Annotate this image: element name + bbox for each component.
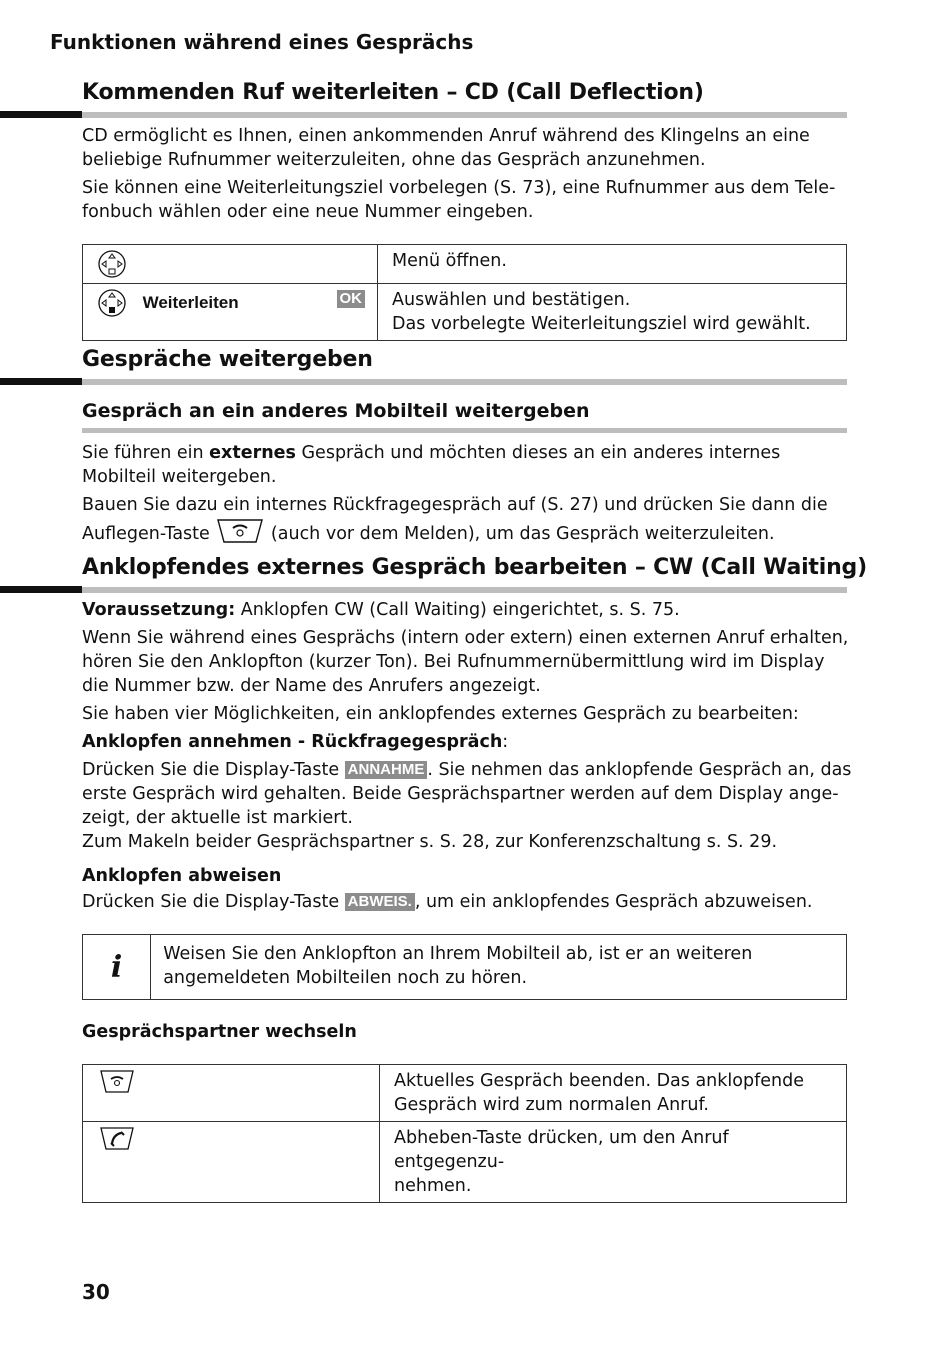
section-rule-black (0, 111, 82, 118)
key-cell (83, 245, 378, 284)
step-description: Menü öffnen. (378, 245, 847, 284)
reject-paragraph: Drücken Sie die Display-Taste ABWEIS. , um ein anklopfendes Gespräch abzuweisen. (82, 892, 813, 912)
accept-heading: Anklopfen annehmen - Rückfragegespräch: (82, 732, 509, 752)
transfer-paragraph-2: Bauen Sie dazu ein internes Rückfragegespräch auf (S. 27) und drücken Sie dann die Auflegen-Taste (auch vor dem Melden), um das Gespräch weiterzuleiten. (82, 495, 828, 544)
abweis-softkey: ABWEIS. (345, 893, 415, 911)
cw-prerequisite: Voraussetzung: Anklopfen CW (Call Waiting) eingerichtet, s. S. 75. (82, 600, 680, 620)
end-call-key-icon (215, 524, 265, 544)
info-note-text: Weisen Sie den Anklopfton an Ihrem Mobilteil ab, ist er an weiteren angemeldeten Mobilteilen noch zu hören. (163, 944, 753, 988)
cd-paragraph-1: CD ermöglicht es Ihnen, einen ankommenden Anruf während des Klingelns an eine beliebige Rufnummer weiterzuleiten, ohne das Gespräch anzunehmen. (82, 126, 810, 170)
page-number: 30 (82, 1280, 110, 1304)
talk-key-icon (99, 1129, 135, 1149)
section-rule-gray (82, 587, 847, 593)
table-row (83, 1065, 847, 1122)
key-cell (83, 284, 378, 341)
control-key-down-icon (97, 293, 133, 313)
cw-paragraph-1: Wenn Sie während eines Gesprächs (intern oder extern) einen externen Anruf erhalten, hören Sie den Anklopfton (kurzer Ton). Bei Rufnummernübermittlung wird im Display die Nummer bzw. der Name des Anrufers angezeigt. (82, 628, 849, 696)
end-call-key-icon (99, 1072, 135, 1092)
section-rule-gray (82, 379, 847, 385)
section-rule-black (0, 586, 82, 593)
accept-paragraph-2: Zum Makeln beider Gesprächspartner s. S. 28, zur Konferenzschaltung s. S. 29. (82, 832, 778, 852)
cd-paragraph-2: Sie können eine Weiterleitungsziel vorbelegen (S. 73), eine Rufnummer aus dem Tele-fonbuch wählen oder eine neue Nummer eingeben. (82, 178, 836, 222)
step-description: Auswählen und bestätigen. Das vorbelegte Weiterleitungsziel wird gewählt. (378, 284, 847, 341)
section-title-transfer: Gespräche weitergeben (82, 347, 373, 372)
switch-steps-table (82, 1064, 847, 1203)
cw-paragraph-2: Sie haben vier Möglichkeiten, ein anklopfendes externes Gespräch zu bearbeiten: (82, 704, 799, 724)
info-icon: i (83, 935, 151, 999)
transfer-paragraphs (82, 441, 852, 546)
annahme-softkey: ANNAHME (345, 761, 428, 779)
switch-partner-heading: Gesprächspartner wechseln (82, 1022, 357, 1042)
cd-steps-table (82, 244, 847, 341)
table-row (83, 245, 847, 284)
subsection-title-transfer-handset: Gespräch an ein anderes Mobilteil weitergeben (82, 400, 590, 422)
key-cell (83, 1065, 380, 1122)
cw-paragraphs (82, 598, 852, 914)
step-description: Abheben-Taste drücken, um den Anruf entgegenzu- nehmen. (380, 1122, 847, 1203)
cd-paragraphs (82, 124, 852, 224)
control-key-down-icon (97, 254, 127, 274)
section-title-call-deflection: Kommenden Ruf weiterleiten – CD (Call Deflection) (82, 80, 704, 105)
step-description: Aktuelles Gespräch beenden. Das anklopfende Gespräch wird zum normalen Anruf. (380, 1065, 847, 1122)
subsection-rule (82, 428, 847, 433)
section-rule-gray (82, 112, 847, 118)
running-head: Funktionen während eines Gesprächs (50, 30, 474, 54)
section-rule-black (0, 378, 82, 385)
transfer-paragraph-1: Sie führen ein externes Gespräch und möchten dieses an ein anderes internes Mobilteil weitergeben. (82, 443, 781, 487)
table-row (83, 284, 847, 341)
table-row (83, 1122, 847, 1203)
section-title-call-waiting: Anklopfendes externes Gespräch bearbeiten – CW (Call Waiting) (82, 555, 867, 580)
ok-softkey: OK (337, 290, 366, 308)
info-note (82, 934, 847, 1000)
reject-heading: Anklopfen abweisen (82, 866, 282, 886)
menu-item-weiterleiten: Weiterleiten (142, 293, 239, 312)
accept-paragraph: Drücken Sie die Display-Taste ANNAHME . Sie nehmen das anklopfende Gespräch an, das erste Gespräch wird gehalten. Beide Gesprächspartner werden auf dem Display ange-zeigt, der aktuelle ist markiert. (82, 760, 852, 828)
key-cell (83, 1122, 380, 1203)
